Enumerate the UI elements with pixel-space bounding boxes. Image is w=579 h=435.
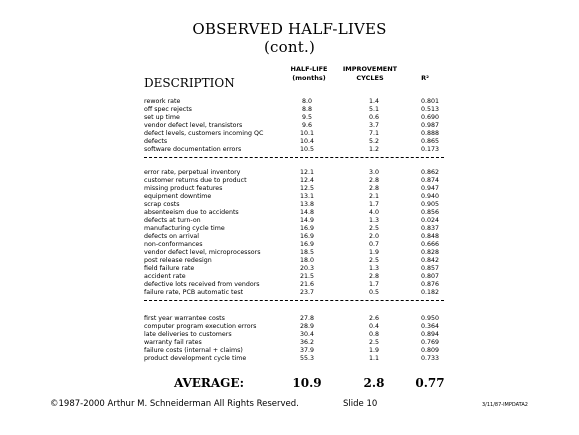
average-label: AVERAGE: — [174, 376, 245, 390]
row-description: defects on arrival — [144, 233, 200, 240]
row-r-squared: 0.856 — [420, 209, 440, 216]
row-r-squared: 0.807 — [420, 273, 440, 280]
row-cycles: 1.4 — [368, 98, 379, 105]
row-cycles: 1.7 — [368, 281, 379, 288]
row-r-squared: 0.666 — [420, 241, 440, 248]
row-half-life: 36.2 — [299, 339, 315, 346]
average-cycles: 2.8 — [363, 376, 385, 390]
row-description: defects at turn-on — [144, 217, 201, 224]
row-cycles: 2.1 — [368, 193, 379, 200]
slide-title: OBSERVED HALF-LIVES — [192, 20, 387, 38]
row-cycles: 0.7 — [368, 241, 379, 248]
group-divider — [144, 157, 444, 158]
row-half-life: 21.5 — [299, 273, 315, 280]
row-r-squared: 0.857 — [420, 265, 440, 272]
row-half-life: 12.5 — [299, 185, 315, 192]
row-cycles: 1.3 — [368, 217, 379, 224]
row-half-life: 12.4 — [299, 177, 315, 184]
description-header: DESCRIPTION — [144, 76, 235, 90]
row-half-life: 13.8 — [299, 201, 315, 208]
cycles-header-line1: IMPROVEMENT — [342, 65, 398, 73]
row-r-squared: 0.364 — [420, 323, 440, 330]
row-half-life: 14.8 — [299, 209, 315, 216]
half-life-header-line2: (months) — [292, 74, 326, 82]
row-r-squared: 0.876 — [420, 281, 440, 288]
row-cycles: 2.8 — [368, 185, 379, 192]
row-cycles: 2.5 — [368, 257, 379, 264]
row-r-squared: 0.769 — [420, 339, 440, 346]
row-description: non-conformances — [144, 241, 203, 248]
file-reference: 3/11/87-IMPDATA2 — [482, 402, 528, 408]
copyright-notice: ©1987-2000 Arthur M. Schneiderman All Rights Reserved. — [50, 399, 299, 409]
average-r-squared: 0.77 — [415, 376, 445, 390]
row-half-life: 20.3 — [299, 265, 315, 272]
row-description: product development cycle time — [144, 355, 247, 362]
row-half-life: 30.4 — [299, 331, 315, 338]
row-half-life: 10.4 — [299, 138, 315, 145]
row-half-life: 9.5 — [301, 114, 312, 121]
row-description: error rate, perpetual inventory — [144, 169, 241, 176]
row-half-life: 55.3 — [299, 355, 315, 362]
row-half-life: 37.9 — [299, 347, 315, 354]
row-cycles: 0.6 — [368, 114, 379, 121]
row-cycles: 0.8 — [368, 331, 379, 338]
row-r-squared: 0.950 — [420, 315, 440, 322]
row-half-life: 10.1 — [299, 130, 315, 137]
row-half-life: 13.1 — [299, 193, 315, 200]
row-description: set up time — [144, 114, 180, 121]
row-r-squared: 0.848 — [420, 233, 440, 240]
row-cycles: 5.1 — [368, 106, 379, 113]
row-description: failure rate, PCB automatic test — [144, 289, 244, 296]
row-description: equipment downtime — [144, 193, 212, 200]
row-half-life: 12.1 — [299, 169, 315, 176]
row-r-squared: 0.173 — [420, 146, 440, 153]
row-half-life: 10.5 — [299, 146, 315, 153]
row-cycles: 1.9 — [368, 347, 379, 354]
row-description: rework rate — [144, 98, 181, 105]
row-description: defects — [144, 138, 168, 145]
row-cycles: 2.5 — [368, 339, 379, 346]
table-row — [0, 145, 579, 154]
row-cycles: 1.7 — [368, 201, 379, 208]
row-r-squared: 0.690 — [420, 114, 440, 121]
row-cycles: 0.5 — [368, 289, 379, 296]
slide-subtitle: (cont.) — [264, 38, 315, 56]
row-cycles: 1.3 — [368, 265, 379, 272]
row-description: first year warrantee costs — [144, 315, 225, 322]
row-r-squared: 0.987 — [420, 122, 440, 129]
row-description: manufacturing cycle time — [144, 225, 225, 232]
row-r-squared: 0.733 — [420, 355, 440, 362]
row-cycles: 2.5 — [368, 225, 379, 232]
row-r-squared: 0.862 — [420, 169, 440, 176]
row-half-life: 16.9 — [299, 241, 315, 248]
row-description: scrap costs — [144, 201, 180, 208]
row-description: missing product features — [144, 185, 223, 192]
row-cycles: 3.0 — [368, 169, 379, 176]
row-r-squared: 0.865 — [420, 138, 440, 145]
row-cycles: 1.9 — [368, 249, 379, 256]
row-half-life: 18.0 — [299, 257, 315, 264]
row-description: off spec rejects — [144, 106, 192, 113]
row-cycles: 1.1 — [368, 355, 379, 362]
row-r-squared: 0.828 — [420, 249, 440, 256]
row-description: post release redesign — [144, 257, 212, 264]
row-half-life: 8.0 — [301, 98, 312, 105]
row-r-squared: 0.888 — [420, 130, 440, 137]
group-divider — [144, 300, 444, 301]
row-half-life: 16.9 — [299, 233, 315, 240]
row-half-life: 28.9 — [299, 323, 315, 330]
row-description: computer program execution errors — [144, 323, 257, 330]
row-half-life: 27.8 — [299, 315, 315, 322]
row-r-squared: 0.947 — [420, 185, 440, 192]
row-half-life: 9.6 — [301, 122, 312, 129]
row-cycles: 4.0 — [368, 209, 379, 216]
row-description: vendor defect level, transistors — [144, 122, 243, 129]
row-description: failure costs (internal + claims) — [144, 347, 243, 354]
row-r-squared: 0.940 — [420, 193, 440, 200]
row-half-life: 21.6 — [299, 281, 315, 288]
row-r-squared: 0.837 — [420, 225, 440, 232]
row-description: accident rate — [144, 273, 186, 280]
row-description: absenteeism due to accidents — [144, 209, 239, 216]
average-half-life: 10.9 — [292, 376, 322, 390]
row-half-life: 18.5 — [299, 249, 315, 256]
table-row — [0, 354, 579, 363]
row-description: vendor defect level, microprocessors — [144, 249, 261, 256]
row-r-squared: 0.842 — [420, 257, 440, 264]
row-cycles: 5.2 — [368, 138, 379, 145]
row-r-squared: 0.801 — [420, 98, 440, 105]
row-r-squared: 0.894 — [420, 331, 440, 338]
row-description: software documentation errors — [144, 146, 242, 153]
row-cycles: 2.8 — [368, 273, 379, 280]
r-squared-header: R² — [421, 74, 429, 82]
table-row — [0, 288, 579, 297]
row-cycles: 2.6 — [368, 315, 379, 322]
row-half-life: 8.8 — [301, 106, 312, 113]
half-life-header-line1: HALF-LIFE — [290, 65, 328, 73]
row-description: late deliveries to customers — [144, 331, 232, 338]
row-half-life: 23.7 — [299, 289, 315, 296]
row-r-squared: 0.182 — [420, 289, 440, 296]
row-description: defective lots received from vendors — [144, 281, 260, 288]
row-cycles: 2.0 — [368, 233, 379, 240]
row-cycles: 2.8 — [368, 177, 379, 184]
row-r-squared: 0.874 — [420, 177, 440, 184]
row-description: customer returns due to product — [144, 177, 247, 184]
slide-number: Slide 10 — [343, 399, 378, 409]
row-half-life: 16.9 — [299, 225, 315, 232]
row-r-squared: 0.809 — [420, 347, 440, 354]
row-cycles: 7.1 — [368, 130, 379, 137]
row-description: warranty fail rates — [144, 339, 202, 346]
row-r-squared: 0.513 — [420, 106, 440, 113]
row-r-squared: 0.024 — [420, 217, 440, 224]
cycles-header-line2: CYCLES — [356, 74, 384, 82]
row-description: field failure rate — [144, 265, 195, 272]
row-r-squared: 0.905 — [420, 201, 440, 208]
row-cycles: 3.7 — [368, 122, 379, 129]
row-cycles: 0.4 — [368, 323, 379, 330]
row-half-life: 14.9 — [299, 217, 315, 224]
row-description: defect levels, customers incoming QC — [144, 130, 264, 137]
row-cycles: 1.2 — [368, 146, 379, 153]
